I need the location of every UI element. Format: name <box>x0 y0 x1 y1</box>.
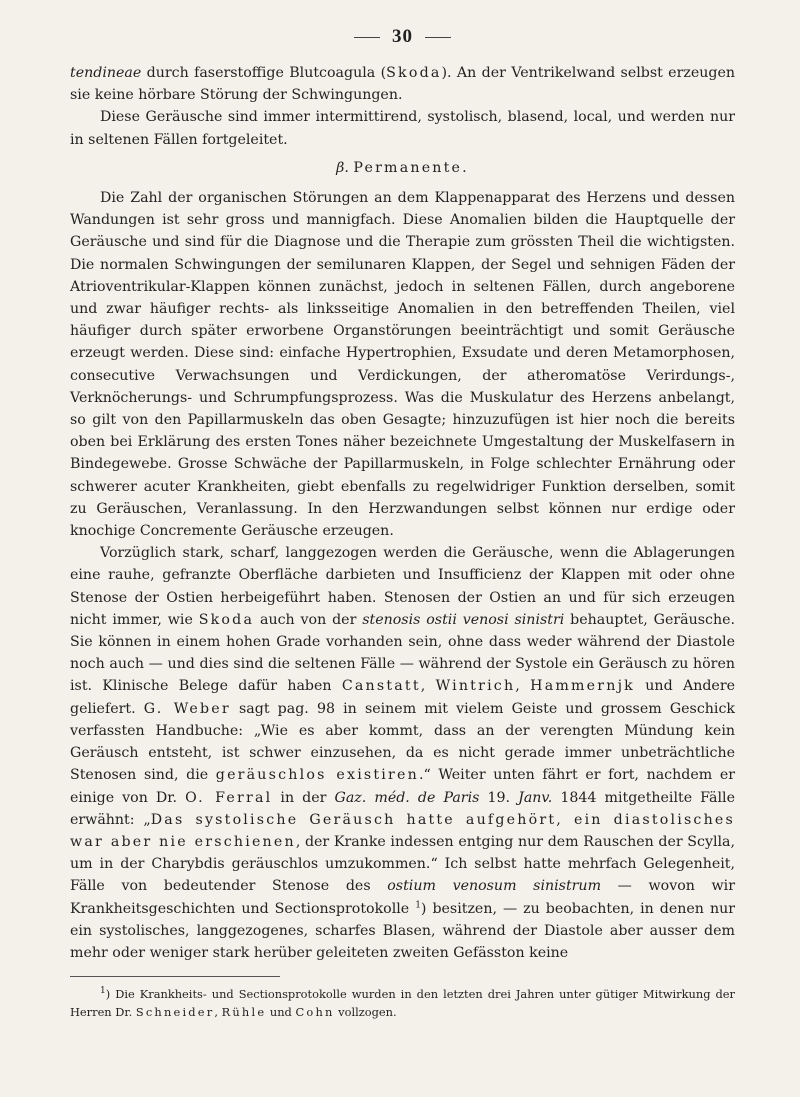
latin-term: ostium venosum sinistrum <box>387 878 602 895</box>
author-name: Rühle <box>221 1005 267 1020</box>
author-name: O. Ferral <box>185 789 273 806</box>
footnote-divider <box>70 976 280 977</box>
left-dash <box>354 37 380 38</box>
quoted-emphasis: Das systolische Geräusch hatte aufgehört, ein diastolisches war aber nie erschienen <box>70 811 735 850</box>
footnote-mark: 1 <box>100 986 106 997</box>
author-name: Skoda <box>386 65 442 81</box>
text-run: und Andere geliefert. <box>70 678 735 717</box>
text-run: , <box>420 678 436 695</box>
text-run: sagt pag. 98 in seinem mit vielem Geiste und grossem Geschick verfassten Handbuche: „Wie es aber kommt, dass an der verengten Mündung kein Geräusch entsteht, ist schwer einzusehen, da es nicht gerade immer unbeträchtliche Stenosen sind, die <box>70 700 735 784</box>
latin-term: stenosis ostii venosi sinistri <box>362 611 565 628</box>
text-run: Vorzüglich stark, scharf, langgezogen werden die Geräusche, wenn die Ablagerungen eine rauhe, gefranzte Oberfläche darbieten und Insufficienz der Klappen mit oder ohne Stenose der Ostien herbeigeführt haben. Stenosen der Ostien an und für sich erzeugen nicht immer, wie <box>70 545 735 628</box>
subheading-title: Permanente. <box>353 159 469 176</box>
text-run: auch von der <box>254 611 363 628</box>
text-run: in der <box>272 789 335 806</box>
author-name: Hammernjk <box>530 678 635 695</box>
text-run: ) besitzen, — zu beobachten, in denen nur ein systolisches, langgezogenes, scharfes Blasen, während der Diastole aber ausser dem mehr oder weniger stark herüber geleiteten zweiten Gefässton keine <box>70 900 735 961</box>
journal-title: Gaz. méd. de Paris <box>334 789 480 806</box>
text-run: 19. <box>479 789 519 806</box>
text-run: ). An der Ventrikelwand selbst erzeugen sie keine hörbare Störung der Schwingungen. <box>70 65 735 104</box>
subheading-marker: β. <box>336 159 349 176</box>
text-run: und <box>266 1005 296 1020</box>
paragraph-4 <box>70 542 735 964</box>
journal-date: Janv. <box>518 789 553 806</box>
text-run: , <box>214 1005 222 1020</box>
running-head <box>70 22 735 52</box>
footnote <box>70 985 735 1021</box>
text-run: , <box>515 678 531 695</box>
text-run: vollzogen. <box>334 1005 397 1020</box>
text-run: , der Kranke indessen entging nur dem Rauschen der Scylla, um in der Charybdis geräuschlos umzukommen.“ Ich selbst hatte mehrfach Gelegenheit, Fälle von bedeutender Stenose des <box>70 833 736 895</box>
document-page <box>70 22 735 1021</box>
author-name: Canstatt <box>341 678 421 695</box>
text-run: — wovon wir Krankheitsgeschichten und Sectionsprotokolle <box>70 878 736 917</box>
text-run: Diese Geräusche sind immer intermittirend, systolisch, blasend, local, und werden nur in seltenen Fällen fortgeleitet. <box>70 109 735 148</box>
latin-term: tendineae <box>70 65 142 81</box>
author-name: Wintrich <box>435 678 516 695</box>
footnote-reference[interactable]: 1 <box>415 899 421 910</box>
paragraph-2 <box>70 106 735 150</box>
author-name: Cohn <box>295 1005 335 1020</box>
right-dash <box>425 37 451 38</box>
text-run: Die Zahl der organischen Störungen an dem Klappenapparat des Herzens und dessen Wandungen ist sehr gross und mannigfach. Diese Anomalien bilden die Hauptquelle der Geräusche und sind für die Diagnose und die Therapie zum grössten Theil die wichtigsten. Die normalen Schwingungen der semilunaren Klappen, der Segel und sehnigen Fäden der Atrioventrikular-Klappen können zunächst, jedoch in seltenen Fällen, durch angeborene und zwar häufiger rechts- als linksseitige Anomalien in den betreffenden Theilen, viel häufiger durch später erworbene Organstörungen beeinträchtigt und somit Geräusche erzeugt werden. Diese sind: einfache Hypertrophien, Exsudate und deren Metamorphosen, consecutive Verwachsungen und Verdickungen, der atheromatöse Verirdungs-, Verknöcherungs- und Schrumpfungsprozess. Was die Muskulatur des Herzens anbelangt, so gilt von den Papillarmuskeln das oben Gesagte; hinzuzufügen ist hier noch die bereits oben bei Erklärung des ersten Tones näher bezeichnete Umgestaltung der Muskelfasern in Bindegewebe. Grosse Schwäche der Papillarmuskeln, in Folge schlechter Ernährung oder schwerer acuter Krankheiten, giebt ebenfalls zu regelwidriger Funktion derselben, somit zu Geräuschen, Veranlassung. In den Herzwandungen selbst können nur erdige oder knochige Concremente Geräusche erzeugen. <box>70 190 735 540</box>
text-run: behauptet, Geräusche. Sie können in einem hohen Grade vorhanden sein, ohne dass weder während der Diastole noch auch — und dies sind die seltenen Fälle — während der Systole ein Geräusch zu hören ist. Klinische Belege dafür haben <box>70 611 736 695</box>
page-number: 30 <box>392 26 413 47</box>
section-subheading <box>70 157 735 179</box>
author-name: Schneider <box>135 1005 215 1020</box>
text-run: 1844 mitgetheilte Fälle erwähnt: „ <box>70 789 735 828</box>
emphasized-text: geräuschlos existiren <box>215 767 419 784</box>
paragraph-3 <box>70 187 735 542</box>
text-run: durch faserstoffige Blutcoagula ( <box>141 65 387 81</box>
author-name: G. Weber <box>143 700 231 717</box>
author-name: Skoda <box>198 611 255 628</box>
paragraph-1 <box>70 62 735 106</box>
text-run: ) Die Krankheits- und Sectionsprotokolle wurden in den letzten drei Jahren unter gütiger Mitwirkung der Herren Dr. <box>70 987 735 1020</box>
text-run: .“ Weiter unten fährt er fort, nachdem er einige von Dr. <box>70 767 735 806</box>
